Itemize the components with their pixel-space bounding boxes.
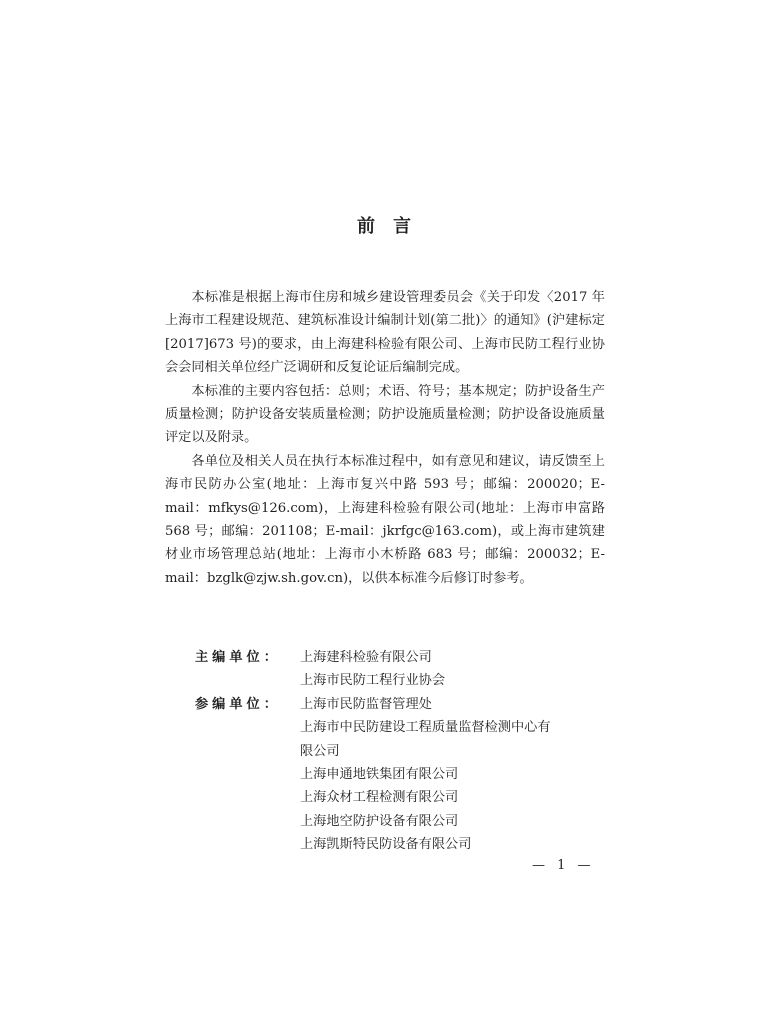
paragraph-basis: 本标准是根据上海市住房和城乡建设管理委员会《关于印发〈2017 年上海市工程建设规范、建筑标准设计编制计划(第二批)〉的通知》(沪建标定[2017]673 号)的要求，由上海建科检验有限公司、上海市民防工程行业协会会同相关单位经广泛调研和反复论证后编制完成。: [165, 290, 605, 376]
org-name: 限公司: [300, 743, 340, 759]
paragraph-feedback: 各单位及相关人员在执行本标准过程中，如有意见和建议，请反馈至上海市民防办公室(地址：上海市复兴中路 593 号；邮编：200020；E-mail：mfkys@126.com)，上海建科检验有限公司(地址：上海市申富路 568 号；邮编：201108；E-mail：jkrfgc@163.com)，或上海市建筑建材业市场管理总站(地址：上海市小木桥路 683 号；邮编：200032；E-mail：bzglk@zjw.sh.gov.cn)，以供本标准今后修订时参考。: [165, 453, 605, 586]
chief-editor-list: [300, 646, 610, 693]
org-name: 上海凯斯特民防设备有限公司: [300, 837, 472, 853]
org-name: 上海众材工程检测有限公司: [300, 790, 459, 806]
participating-editor-label: 参编单位：: [195, 696, 281, 712]
org-name: 上海市中民防建设工程质量监督检测中心有: [300, 720, 551, 736]
org-name: 上海申通地铁集团有限公司: [300, 767, 459, 783]
org-name: 上海地空防护设备有限公司: [300, 813, 459, 829]
participating-editor-list: [300, 693, 610, 857]
org-name: 上海市民防工程行业协会: [300, 673, 446, 689]
organizations: [195, 646, 615, 857]
org-name: 上海建科检验有限公司: [300, 650, 432, 665]
body-text: [165, 286, 605, 590]
page-number: — 1 —: [532, 858, 595, 873]
org-name: 上海市民防监督管理处: [300, 696, 432, 712]
participating-editor-group: [195, 693, 615, 857]
chief-editor-group: [195, 646, 615, 693]
page-title: 前言: [357, 216, 429, 237]
paragraph-contents: 本标准的主要内容包括：总则；术语、符号；基本规定；防护设备生产质量检测；防护设备安装质量检测；防护设施质量检测；防护设备设施质量评定以及附录。: [165, 383, 605, 446]
chief-editor-label: 主编单位：: [195, 650, 281, 665]
